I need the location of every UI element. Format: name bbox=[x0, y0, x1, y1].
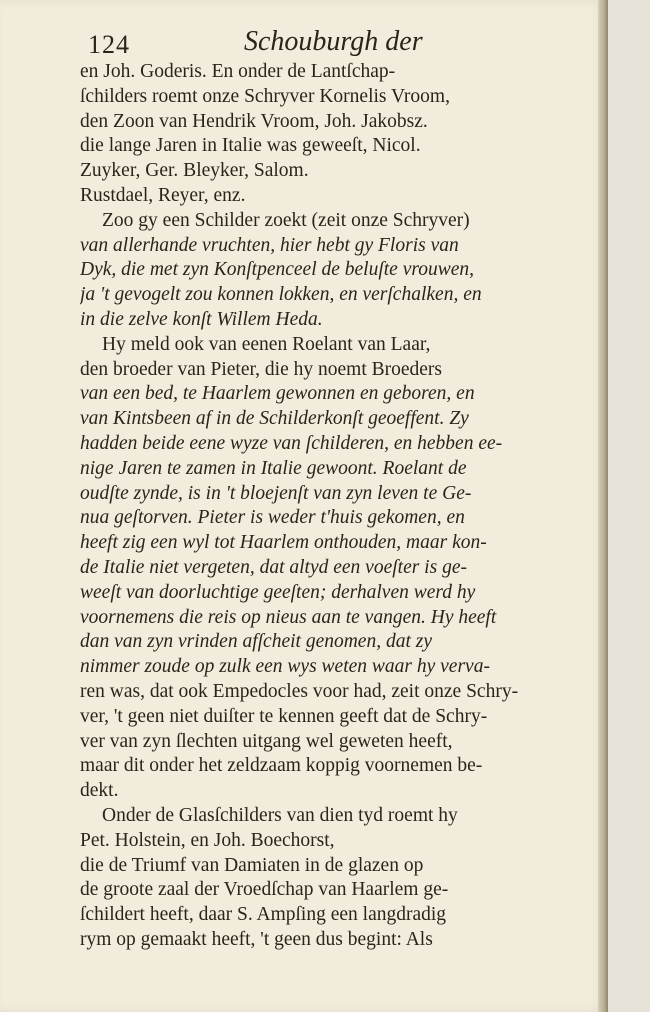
text-line: die de Triumf van Damiaten in de glazen op bbox=[80, 854, 424, 876]
text-line: ver, 't geen niet duiſter te kennen geeft dat de Schry- bbox=[80, 705, 488, 727]
text-line: heeft zig een wyl tot Haarlem onthouden, maar kon- bbox=[80, 532, 487, 554]
text-line: Hy meld ook van eenen Roelant van Laar, bbox=[102, 333, 431, 355]
text-line: nua geſtorven. Pieter is weder t'huis gekomen, en bbox=[80, 507, 465, 529]
text-line: Rustdael, Reyer, enz. bbox=[80, 184, 246, 206]
text-line: voornemens die reis op nieus aan te vangen. Hy heeft bbox=[80, 606, 497, 628]
text-line: ſchilders roemt onze Schryver Kornelis Vroom, bbox=[80, 85, 450, 107]
text-line: hadden beide eene wyze van ſchilderen, en hebben ee- bbox=[80, 432, 503, 454]
text-block bbox=[80, 60, 536, 953]
text-line: ja 't gevogelt zou konnen lokken, en verſchalken, en bbox=[80, 284, 482, 306]
text-line: Pet. Holstein, en Joh. Boechorst, bbox=[80, 829, 335, 851]
text-line: en Joh. Goderis. En onder de Lantſchap- bbox=[80, 61, 396, 82]
text-line: den broeder van Pieter, die hy noemt Broeders bbox=[80, 358, 443, 380]
text-line: van allerhande vruchten, hier hebt gy Floris van bbox=[80, 234, 459, 256]
text-line: ver van zyn ſlechten uitgang wel geweten heeft, bbox=[80, 730, 453, 752]
text-line: de Italie niet vergeten, dat altyd een voeſter is ge- bbox=[80, 556, 467, 578]
page-edge bbox=[598, 0, 608, 1012]
background-strip bbox=[608, 0, 650, 1012]
text-line: in die zelve konſt Willem Heda. bbox=[80, 308, 323, 330]
text-line: Onder de Glasſchilders van dien tyd roemt hy bbox=[102, 804, 458, 826]
text-line: oudſte zynde, is in 't bloejenſt van zyn leven te Ge- bbox=[80, 482, 472, 504]
page-number: 124 bbox=[88, 30, 130, 59]
running-head bbox=[84, 26, 530, 62]
text-line: nige Jaren te zamen in Italie gewoont. Roelant de bbox=[80, 457, 467, 479]
running-title: Schouburgh der bbox=[244, 26, 423, 57]
text-line: dan van zyn vrinden afſcheit genomen, dat zy bbox=[80, 631, 432, 653]
text-line: de groote zaal der Vroedſchap van Haarlem ge- bbox=[80, 879, 449, 901]
text-line: weeſt van doorluchtige geeſten; derhalven werd hy bbox=[80, 581, 476, 603]
text-line: van een bed, te Haarlem gewonnen en geboren, en bbox=[80, 383, 475, 405]
text-line: Zuyker, Ger. Bleyker, Salom. bbox=[80, 160, 309, 182]
text-line: van Kintsbeen af in de Schilderkonſt geoeffent. Zy bbox=[80, 408, 469, 430]
text-line: nimmer zoude op zulk een wys weten waar hy verva- bbox=[80, 656, 490, 678]
text-line: rym op gemaakt heeft, 't geen dus begint: Als bbox=[80, 928, 433, 950]
text-line: ren was, dat ook Empedocles voor had, zeit onze Schry- bbox=[80, 680, 519, 702]
text-line: Dyk, die met zyn Konſtpenceel de beluſte vrouwen, bbox=[80, 259, 475, 281]
text-line: den Zoon van Hendrik Vroom, Joh. Jakobsz. bbox=[80, 110, 428, 132]
text-line: Zoo gy een Schilder zoekt (zeit onze Schryver) bbox=[102, 209, 470, 231]
text-line: maar dit onder het zeldzaam koppig voornemen be- bbox=[80, 755, 483, 777]
text-line: die lange Jaren in Italie was geweeſt, Nicol. bbox=[80, 135, 421, 157]
text-line: ſchildert heeft, daar S. Ampſing een langdradig bbox=[80, 904, 447, 926]
text-line: dekt. bbox=[80, 780, 119, 802]
